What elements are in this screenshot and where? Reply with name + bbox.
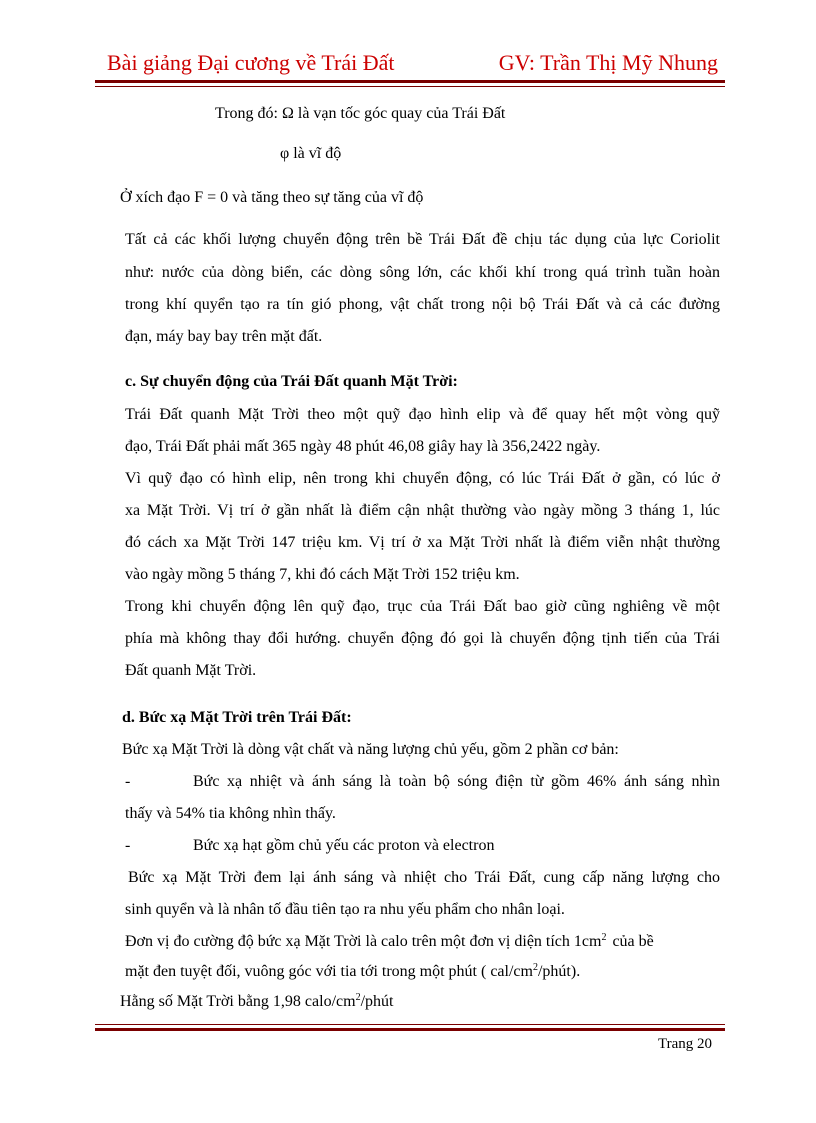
text-line-with-superscript: [120, 992, 393, 1012]
superscript: 2: [601, 932, 607, 943]
bullet-dash: -: [125, 837, 131, 854]
text-segment: mặt đen tuyệt đối, vuông góc với tia tới trong một phút ( cal/cm: [125, 963, 533, 980]
text-line: Đất quanh Mặt Trời.: [125, 662, 257, 679]
text-line: đó cách xa Mặt Trời 147 triệu km. Vị trí ở xa Mặt Trời nhất là điểm viễn nhật thường: [125, 534, 720, 551]
text-line: xa Mặt Trời. Vị trí ở gần nhất là điểm cận nhật thường vào ngày mồng 3 tháng 1, lúc: [125, 502, 720, 519]
text-line: Bức xạ Mặt Trời là dòng vật chất và năng lượng chủ yếu, gồm 2 phần cơ bản:: [122, 741, 619, 758]
header-rule-thin: [95, 86, 725, 87]
section-heading-d: d. Bức xạ Mặt Trời trên Trái Đất:: [122, 709, 352, 726]
text-line: Ở xích đạo F = 0 và tăng theo sự tăng của vĩ độ: [120, 189, 424, 206]
text-line: đạn, máy bay bay trên mặt đất.: [125, 328, 323, 345]
text-line: Bức xạ nhiệt và ánh sáng là toàn bộ sóng điện từ gồm 46% ánh sáng nhìn: [193, 773, 720, 790]
text-line: Bức xạ hạt gồm chủ yếu các proton và electron: [193, 837, 495, 854]
text-line: thấy và 54% tia không nhìn thấy.: [125, 805, 336, 822]
text-line: Vì quỹ đạo có hình elip, nên trong khi chuyển động, có lúc Trái Đất ở gần, có lúc ở: [125, 470, 720, 487]
text-line: Trong khi chuyển động lên quỹ đạo, trục của Trái Đất bao giờ cũng nghiêng về một: [125, 598, 720, 615]
text-line: vào ngày mồng 5 tháng 7, khi đó cách Mặt Trời 152 triệu km.: [125, 566, 520, 583]
superscript: 2: [532, 962, 538, 973]
text-segment: /phút: [360, 993, 394, 1010]
text-line: Bức xạ Mặt Trời đem lại ánh sáng và nhiệt cho Trái Đất, cung cấp năng lượng cho: [128, 869, 720, 886]
text-segment: Hằng số Mặt Trời bằng 1,98 calo/cm: [120, 993, 356, 1010]
header-rule-thick: [95, 80, 725, 83]
text-line: Trong đó: Ω là vạn tốc góc quay của Trái Đất: [215, 105, 506, 122]
text-line: Trái Đất quanh Mặt Trời theo một quỹ đạo hình elip và để quay hết một vòng quỹ: [125, 406, 720, 423]
text-line: phía mà không thay đổi hướng. chuyển động đó gọi là chuyển động tịnh tiến của Trái: [125, 630, 720, 647]
header-title: Bài giảng Đại cương về Trái Đất: [107, 50, 395, 75]
section-heading-c: c. Sự chuyển động của Trái Đất quanh Mặt Trời:: [125, 373, 458, 390]
text-line: như: nước của dòng biển, các dòng sông lớn, các khối khí trong quá trình tuần hoàn: [125, 264, 720, 281]
page-number: Trang 20: [657, 1036, 712, 1052]
bullet-dash: -: [125, 773, 131, 790]
text-line: sinh quyển và là nhân tố đầu tiên tạo ra nhu yếu phẩm cho nhân loại.: [125, 901, 565, 918]
text-segment: của bề: [612, 933, 654, 950]
text-line: φ là vĩ độ: [280, 145, 342, 162]
footer-rule-thick: [95, 1028, 725, 1031]
footer-rule-thin: [95, 1024, 725, 1025]
header-author: GV: Trần Thị Mỹ Nhung: [498, 50, 718, 75]
text-line-with-superscript: [125, 932, 654, 952]
superscript: 2: [355, 992, 361, 1003]
text-line-with-superscript: [125, 962, 580, 982]
text-segment: /phút).: [537, 963, 581, 980]
text-line: đạo, Trái Đất phải mất 365 ngày 48 phút 46,08 giây hay là 356,2422 ngày.: [125, 438, 601, 455]
text-segment: Đơn vị đo cường độ bức xạ Mặt Trời là calo trên một đơn vị diện tích 1cm: [125, 933, 602, 950]
text-line: trong khí quyển tạo ra tín gió phong, vật chất trong nội bộ Trái Đất và cả các đường: [125, 296, 720, 313]
text-line: Tất cả các khối lượng chuyển động trên bề Trái Đất đề chịu tác dụng của lực Coriolit: [125, 231, 720, 248]
